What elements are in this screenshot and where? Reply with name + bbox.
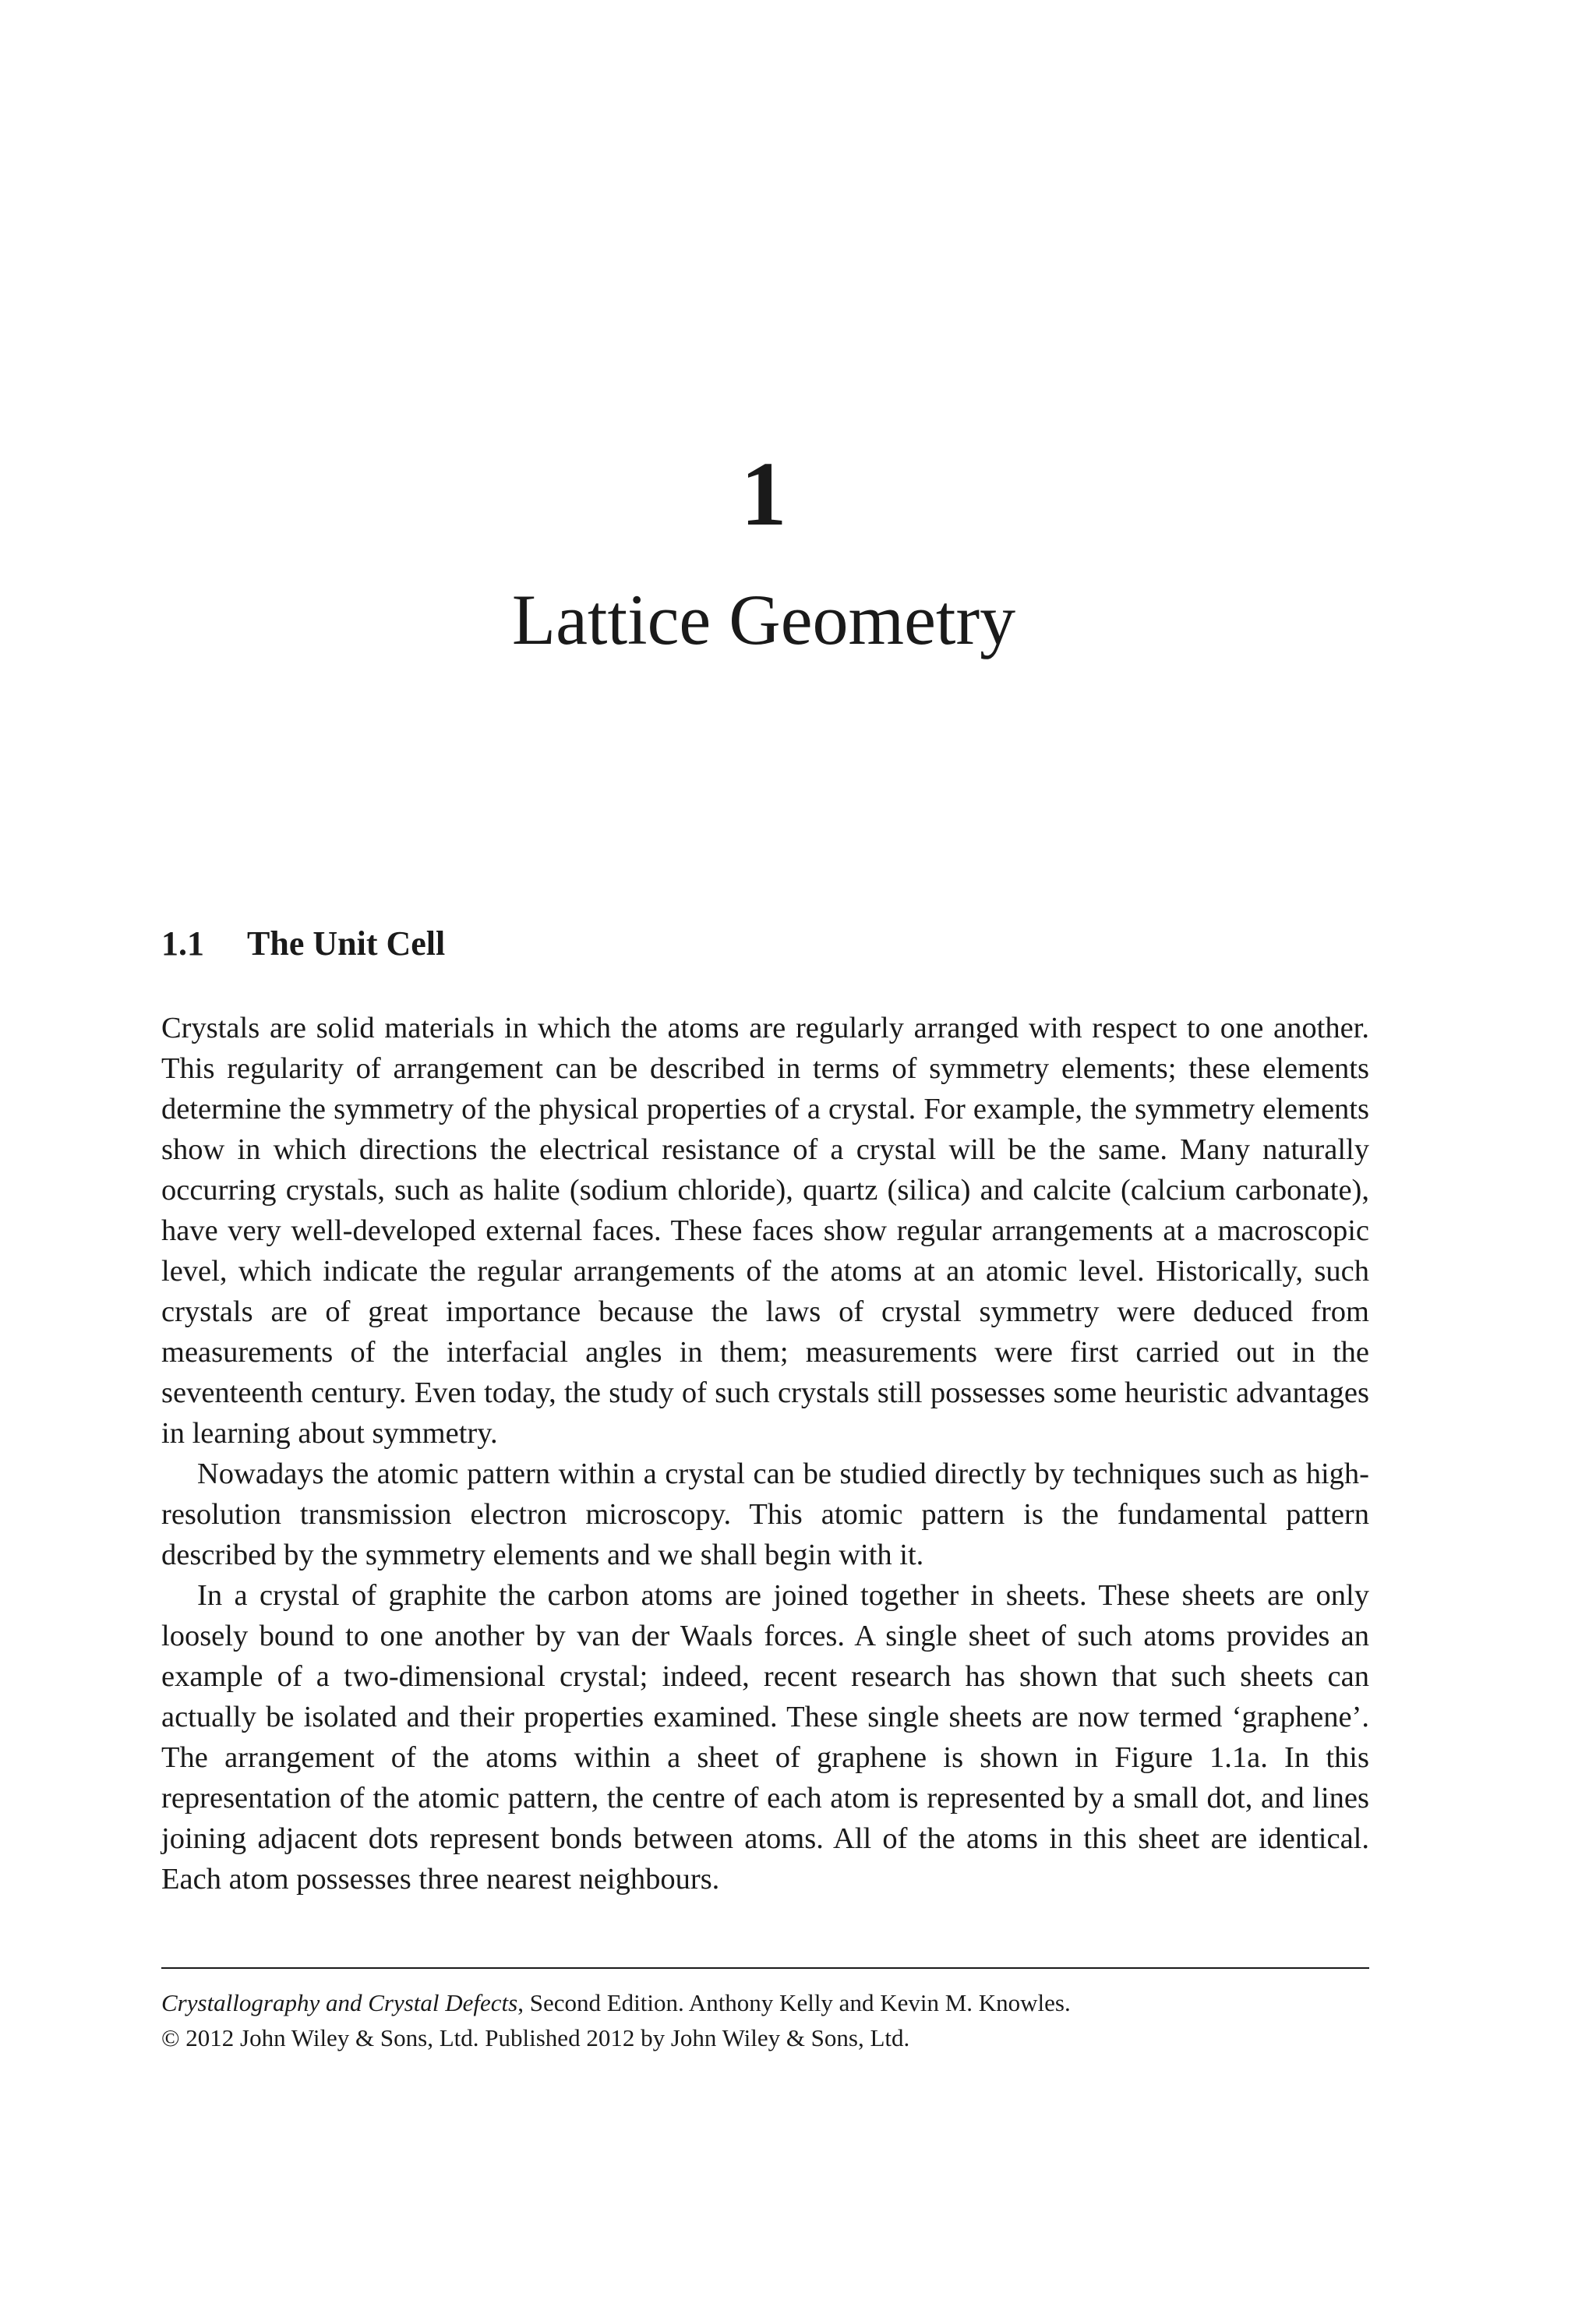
- footnote-copyright: © 2012 John Wiley & Sons, Ltd. Published 2012 by John Wiley & Sons, Ltd.: [161, 2024, 910, 2051]
- section-title: The Unit Cell: [247, 924, 446, 963]
- footnote-book-title: Crystallography and Crystal Defects: [161, 1989, 518, 2016]
- paragraph-3: In a crystal of graphite the carbon atoms are joined together in sheets. These sheets are only loosely bound to one another by van der Waals forces. A single sheet of such atoms provides an example of a two-dimensional crystal; indeed, recent research has shown that such sheets can actually be isolated and their properties examined. These single sheets are now termed ‘graphene’. The arrangement of the atoms within a sheet of graphene is shown in Figure 1.1a. In this representation of the atomic pattern, the centre of each atom is represented by a small dot, and lines joining adjacent dots represent bonds between atoms. All of the atoms in this sheet are identical. Each atom possesses three nearest neighbours.: [161, 1579, 1369, 1896]
- chapter-number: 1: [740, 443, 787, 545]
- section-heading: [161, 924, 445, 965]
- footnote: [161, 1985, 1369, 2055]
- footnote-edition-authors: , Second Edition. Anthony Kelly and Kevin M. Knowles.: [517, 1989, 1071, 2016]
- chapter-title: Lattice Geometry: [511, 580, 1016, 659]
- body-text: [161, 1008, 1369, 1899]
- paragraph-2: Nowadays the atomic pattern within a crystal can be studied directly by techniques such as high-resolution transmission electron microscopy. This atomic pattern is the fundamental pattern described by the symmetry elements and we shall begin with it.: [161, 1458, 1369, 1571]
- footnote-citation-line: [161, 1985, 1369, 2020]
- section-number: 1.1: [161, 924, 204, 963]
- paragraph-1: Crystals are solid materials in which the atoms are regularly arranged with respect to one another. This regularity of arrangement can be described in terms of symmetry elements; these elements determine the symmetry of the physical properties of a crystal. For example, the symmetry elements show in which directions the electrical resistance of a crystal will be the same. Many naturally occurring crystals, such as halite (sodium chloride), quartz (silica) and calcite (calcium carbonate), have very well-developed external faces. These faces show regular arrangements at a macroscopic level, which indicate the regular arrangements of the atoms at an atomic level. Historically, such crystals are of great importance because the laws of crystal symmetry were deduced from measurements of the interfacial angles in them; measurements were first carried out in the seventeenth century. Even today, the study of such crystals still possesses some heuristic advantages in learning about symmetry.: [161, 1012, 1369, 1450]
- footnote-divider: [161, 1967, 1369, 1969]
